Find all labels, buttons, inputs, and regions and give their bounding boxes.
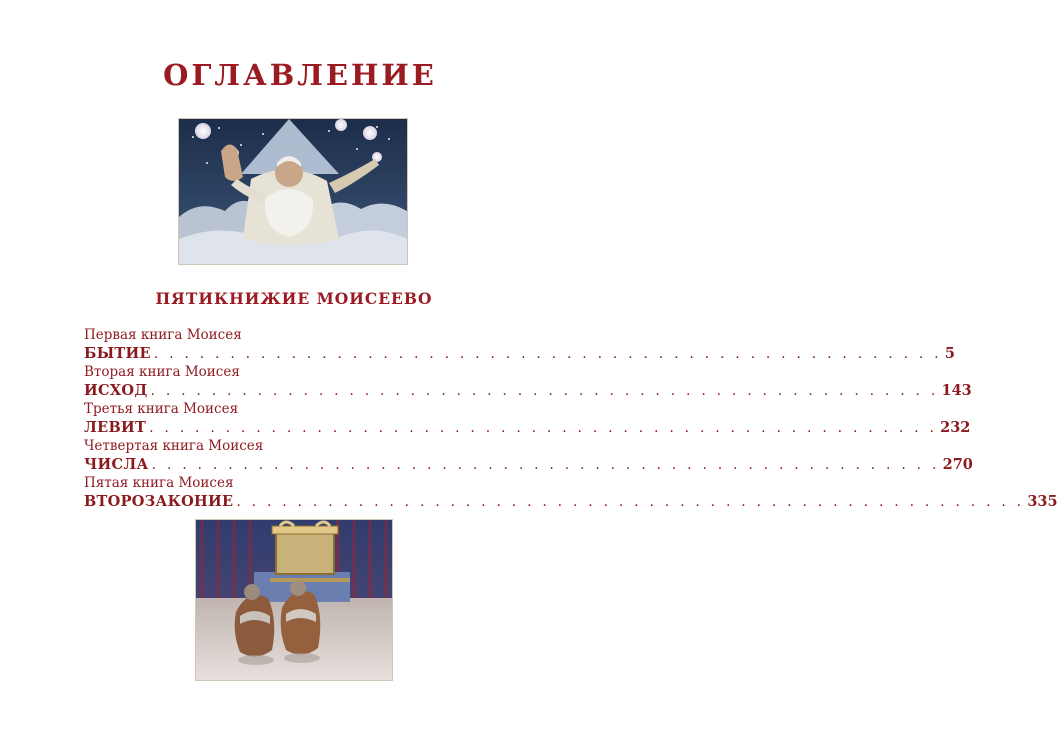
toc-book-name: ИСХОД [84, 382, 148, 399]
toc-subtitle: Вторая книга Моисея [84, 364, 240, 380]
toc-subtitle: Первая книга Моисея [84, 327, 242, 343]
toc-page-number: 143 [941, 382, 972, 399]
toc-book-name: ВТОРОЗАКОНИЕ [84, 493, 234, 510]
toc-row[interactable] [84, 344, 955, 364]
toc-page-number: 270 [942, 456, 973, 473]
toc-entry-leviticus [84, 401, 971, 438]
toc-entry-exodus [84, 364, 972, 401]
toc-book-name: ЛЕВИТ [84, 419, 147, 436]
toc-dot-leader: . . . . . . . . . . . . . . . . . . . . . . . . . . . . . . . . . . . . . . . . . . . . . . . . . . . . [151, 457, 940, 473]
toc-row[interactable] [84, 455, 973, 475]
toc-subtitle: Третья книга Моисея [84, 401, 239, 417]
toc-dot-leader: . . . . . . . . . . . . . . . . . . . . . . . . . . . . . . . . . . . . . . . . . . . . . . . . . . . . [150, 383, 939, 399]
page-title: ОГЛАВЛЕНИЕ [163, 58, 437, 92]
section-heading: ПЯТИКНИЖИЕ МОИСЕЕВО [155, 289, 433, 308]
toc-row[interactable] [84, 381, 972, 401]
toc-page-number: 5 [944, 345, 955, 362]
toc-dot-leader: . . . . . . . . . . . . . . . . . . . . . . . . . . . . . . . . . . . . . . . . . . . . . . . . . . . . [236, 494, 1025, 510]
elder-painting-icon [179, 119, 407, 264]
toc-page-number: 232 [940, 419, 971, 436]
toc-row[interactable] [84, 418, 971, 438]
ark-painting-icon [196, 520, 392, 680]
toc-page-number: 335 [1027, 493, 1058, 510]
illustration-elder-in-clouds [179, 119, 407, 264]
toc-subtitle: Четвертая книга Моисея [84, 438, 264, 454]
illustration-figures-before-ark [196, 520, 392, 680]
toc-entry-genesis [84, 327, 955, 364]
table-of-contents [84, 327, 1058, 512]
toc-book-name: БЫТИЕ [84, 345, 151, 362]
toc-dot-leader: . . . . . . . . . . . . . . . . . . . . . . . . . . . . . . . . . . . . . . . . . . . . . . . . . . . . [153, 346, 942, 362]
toc-entry-numbers [84, 438, 973, 475]
toc-book-name: ЧИСЛА [84, 456, 149, 473]
toc-entry-deuteronomy [84, 475, 1058, 512]
toc-subtitle: Пятая книга Моисея [84, 475, 234, 491]
toc-row[interactable] [84, 492, 1058, 512]
toc-dot-leader: . . . . . . . . . . . . . . . . . . . . . . . . . . . . . . . . . . . . . . . . . . . . . . . . . . . . [149, 420, 938, 436]
